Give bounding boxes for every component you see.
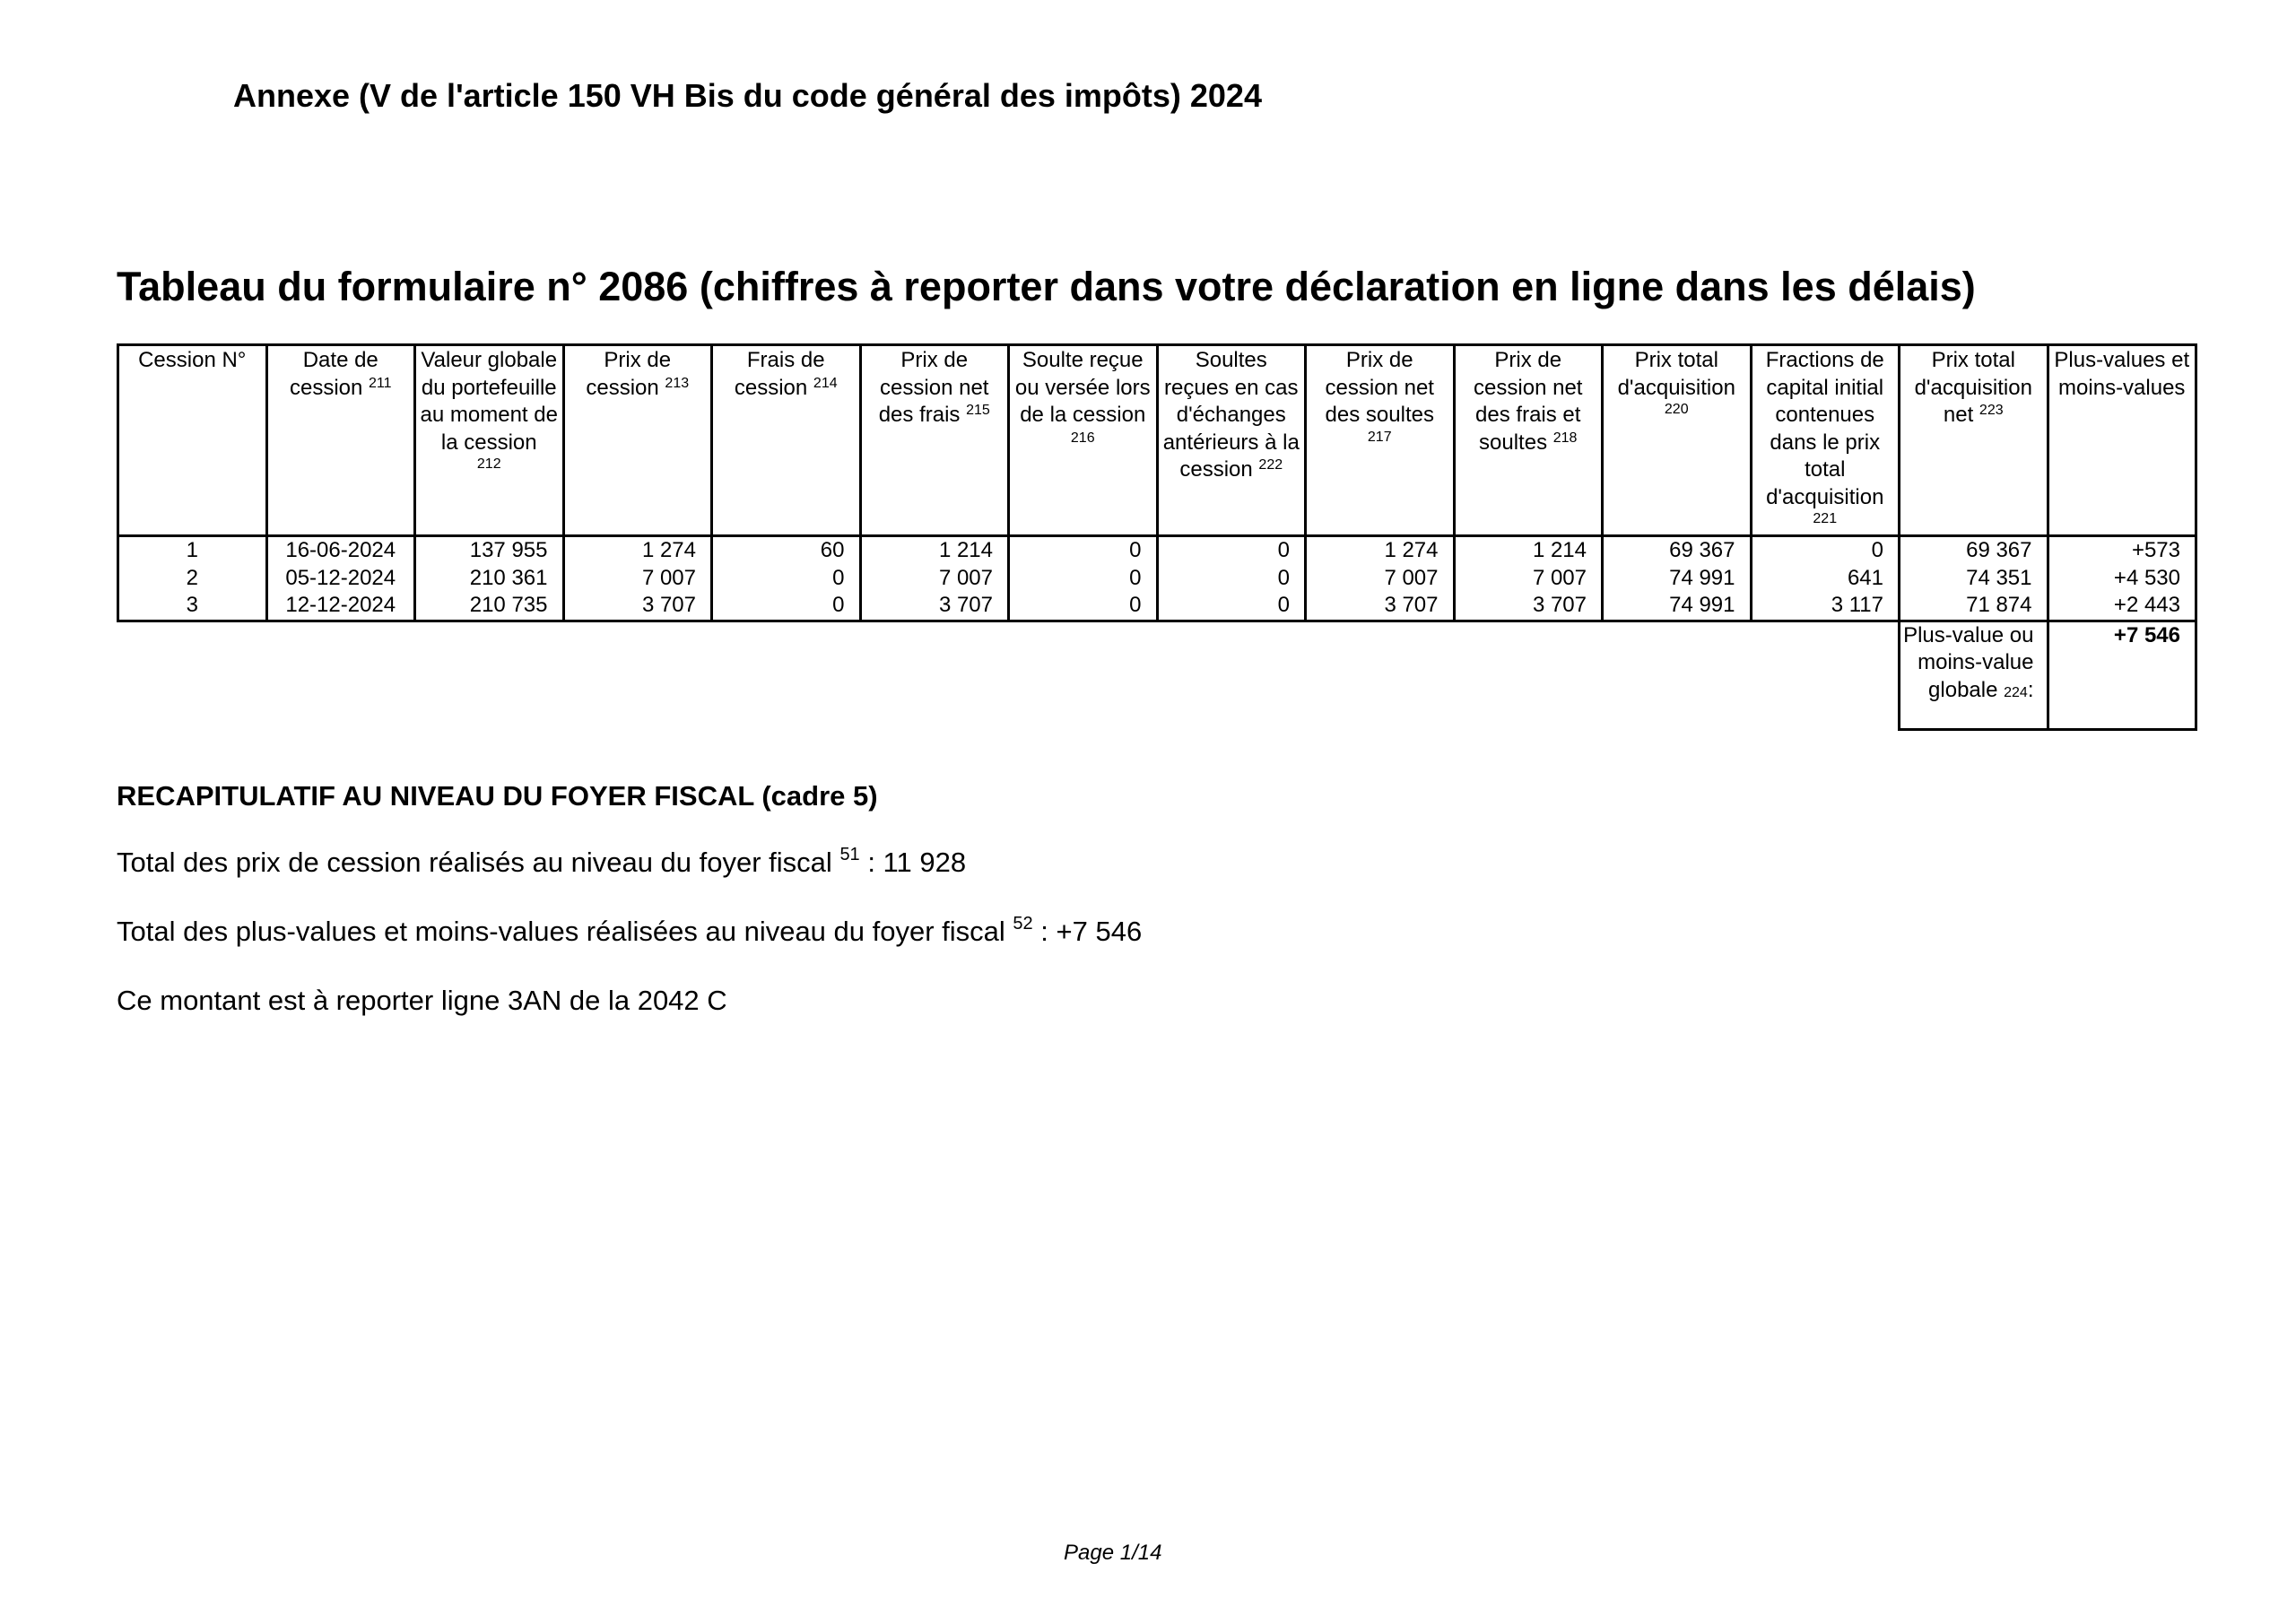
table-cell: 7 007 [1454, 565, 1603, 593]
column-header-label: Valeur globale du portefeuille au moment de la cession [420, 348, 558, 455]
column-header [712, 345, 861, 536]
table-cell: 1 274 [1306, 536, 1455, 565]
column-header-ref: 211 [369, 375, 392, 391]
column-header-label: Fractions de capital initial contenues dans le prix total d'acquisition [1765, 348, 1884, 509]
global-value-label [1900, 621, 2048, 729]
column-header-label: Prix de cession net des soultes [1325, 348, 1434, 427]
column-header-ref: 214 [813, 375, 838, 391]
table-cell: 210 361 [415, 565, 564, 593]
table-cell: 3 117 [1751, 592, 1900, 621]
column-header [266, 345, 415, 536]
column-header-ref: 217 [1367, 429, 1392, 445]
column-header-label: Soulte reçue ou versée lors de la cession [1014, 348, 1151, 427]
total-prix-cession-line [117, 847, 966, 879]
global-value-suffix: : [2027, 677, 2034, 702]
table-cell: 0 [1751, 536, 1900, 565]
table-cell: +2 443 [2048, 592, 2196, 621]
table-cell: 3 707 [1454, 592, 1603, 621]
column-header-label: Prix total d'acquisition [1617, 348, 1735, 400]
table-cell: 69 367 [1603, 536, 1752, 565]
column-header-label: Prix total d'acquisition net [1914, 348, 2032, 427]
total-pv-label: Total des plus-values et moins-values réalisées au niveau du foyer fiscal [117, 916, 1005, 947]
column-header-ref: 218 [1552, 430, 1578, 446]
cessions-table-header [118, 345, 2196, 536]
table-row [118, 592, 2196, 621]
table-cell: +4 530 [2048, 565, 2196, 593]
table-cell: 7 007 [1306, 565, 1455, 593]
table-cell: 1 [118, 536, 267, 565]
table-cell: 16-06-2024 [266, 536, 415, 565]
table-cell: 0 [1009, 565, 1158, 593]
table-cell: 71 874 [1900, 592, 2048, 621]
column-header [118, 345, 267, 536]
column-header-ref: 215 [966, 403, 990, 418]
column-header-ref: 213 [665, 375, 690, 391]
table-cell: 0 [1157, 565, 1306, 593]
table-cell: 0 [712, 565, 861, 593]
column-header-ref: 223 [1979, 403, 2004, 418]
table-cell: 0 [1157, 536, 1306, 565]
tableau-title: Tableau du formulaire n° 2086 (chiffres à reporter dans votre déclaration en ligne dans les délais) [117, 264, 1976, 309]
table-cell: 3 707 [563, 592, 712, 621]
table-cell: 05-12-2024 [266, 565, 415, 593]
table-cell: 12-12-2024 [266, 592, 415, 621]
header-row [118, 345, 2196, 536]
column-header [1157, 345, 1306, 536]
global-value-label-text: Plus-value ou moins-value globale [1903, 622, 2034, 702]
total-plus-values-line [117, 916, 1142, 948]
table-cell: +573 [2048, 536, 2196, 565]
table-cell: 74 991 [1603, 565, 1752, 593]
column-header [1306, 345, 1455, 536]
table-cell: 3 707 [1306, 592, 1455, 621]
column-header [1603, 345, 1752, 536]
total-row [118, 621, 2196, 729]
table-cell: 3 [118, 592, 267, 621]
recap-title: RECAPITULATIF AU NIVEAU DU FOYER FISCAL (cadre 5) [117, 780, 878, 812]
column-header [1009, 345, 1158, 536]
column-header-label: Frais de cession [734, 348, 825, 400]
table-cell: 74 351 [1900, 565, 2048, 593]
table-cell: 1 274 [563, 536, 712, 565]
table-row [118, 536, 2196, 565]
column-header-label: Prix de cession net des frais et soultes [1474, 348, 1583, 455]
column-header [1454, 345, 1603, 536]
column-header-ref: 222 [1258, 457, 1283, 473]
global-value: +7 546 [2048, 621, 2196, 729]
table-cell: 0 [1009, 592, 1158, 621]
column-header-ref: 212 [476, 456, 501, 472]
column-header [563, 345, 712, 536]
total-prix-ref: 51 [839, 845, 860, 864]
table-cell: 7 007 [860, 565, 1009, 593]
table-cell: 60 [712, 536, 861, 565]
column-header-ref: 221 [1813, 511, 1838, 526]
column-header-label: Date de cession [289, 348, 378, 400]
table-cell: 2 [118, 565, 267, 593]
table-cell: 210 735 [415, 592, 564, 621]
report-note: Ce montant est à reporter ligne 3AN de la 2042 C [117, 985, 727, 1016]
column-header-label: Prix de cession net des frais [878, 348, 989, 427]
column-header [860, 345, 1009, 536]
table-row [118, 565, 2196, 593]
table-cell: 69 367 [1900, 536, 2048, 565]
table-cell: 641 [1751, 565, 1900, 593]
table-cell: 1 214 [1454, 536, 1603, 565]
table-cell: 3 707 [860, 592, 1009, 621]
column-header-label: Plus-values et moins-values [2054, 348, 2190, 400]
total-pv-value: : +7 546 [1040, 916, 1143, 947]
column-header-ref: 220 [1664, 402, 1689, 417]
page-number: Page 1/14 [1064, 1541, 1162, 1565]
total-row-spacer [118, 621, 1900, 729]
table-cell: 0 [712, 592, 861, 621]
global-value-ref: 224 [2004, 684, 2028, 700]
annexe-title: Annexe (V de l'article 150 VH Bis du code général des impôts) 2024 [233, 77, 1262, 114]
table-cell: 7 007 [563, 565, 712, 593]
total-prix-value: : 11 928 [867, 847, 967, 878]
column-header-ref: 216 [1070, 430, 1095, 446]
table-cell: 1 214 [860, 536, 1009, 565]
cessions-table [117, 343, 2197, 731]
table-cell: 137 955 [415, 536, 564, 565]
column-header [415, 345, 564, 536]
table-cell: 0 [1009, 536, 1158, 565]
column-header-label: Prix de cession [586, 348, 672, 400]
column-header-label: Cession N° [138, 348, 247, 372]
column-header [2048, 345, 2196, 536]
total-pv-ref: 52 [1013, 914, 1033, 934]
table-cell: 0 [1157, 592, 1306, 621]
column-header [1900, 345, 2048, 536]
column-header-label: Soultes reçues en cas d'échanges antérieurs à la cession [1162, 348, 1300, 482]
total-prix-label: Total des prix de cession réalisés au niveau du foyer fiscal [117, 847, 832, 878]
cessions-table-body [118, 536, 2196, 730]
table-cell: 74 991 [1603, 592, 1752, 621]
column-header [1751, 345, 1900, 536]
